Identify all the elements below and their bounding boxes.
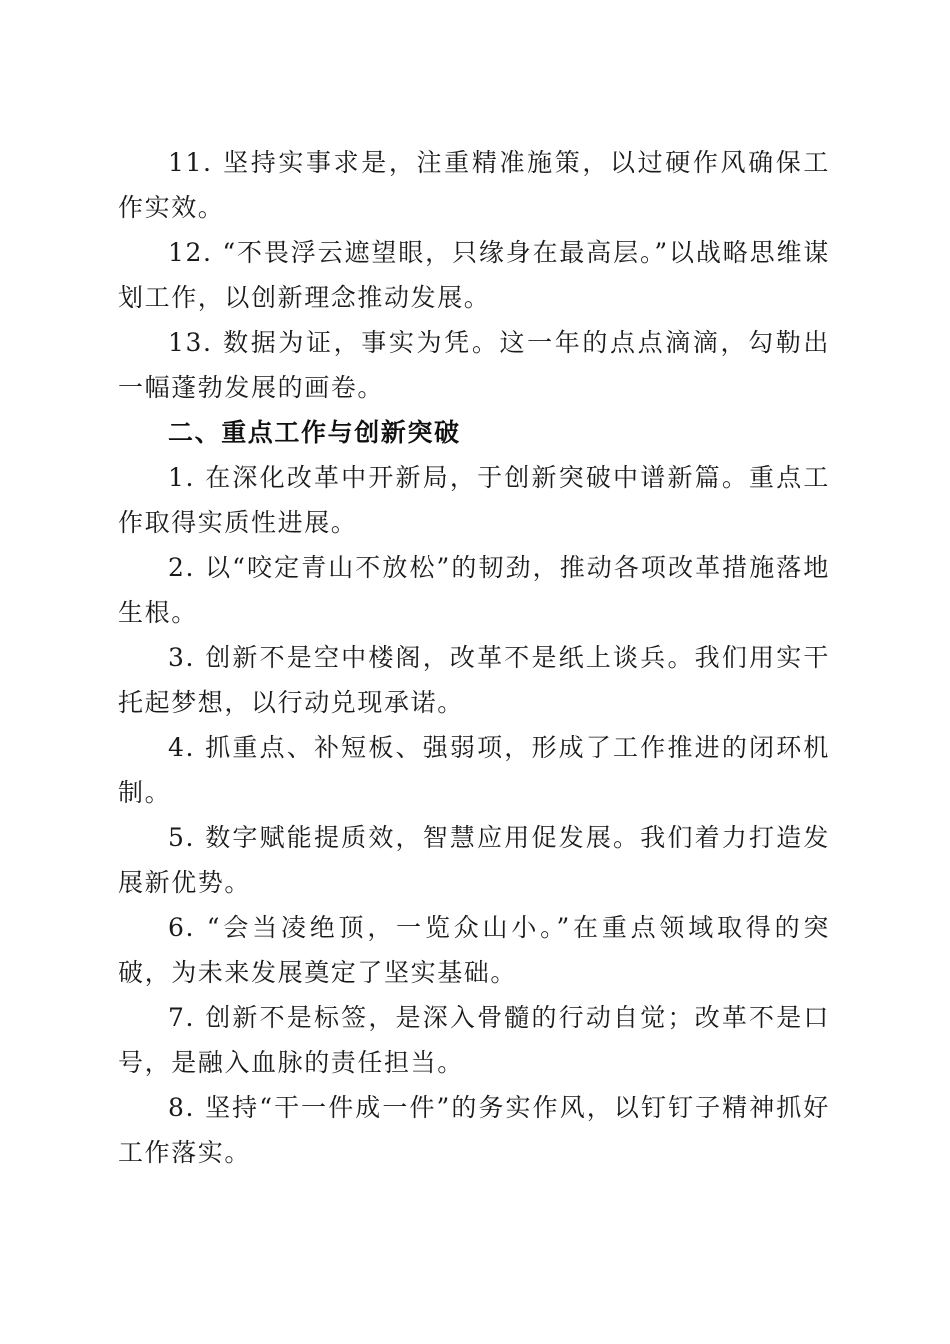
paragraph-item-8: 8. 坚持“干一件成一件”的务实作风，以钉钉子精神抓好工作落实。: [118, 1093, 830, 1167]
paragraph-item-4: 4. 抓重点、补短板、强弱项，形成了工作推进的闭环机制。: [118, 733, 830, 807]
paragraph-item-11: 11. 坚持实事求是，注重精准施策，以过硬作风确保工作实效。: [118, 148, 830, 222]
paragraph-item-12: 12. “不畏浮云遮望眼，只缘身在最高层。”以战略思维谋划工作，以创新理念推动发展。: [118, 238, 830, 312]
paragraph-item-7: 7. 创新不是标签，是深入骨髓的行动自觉；改革不是口号，是融入血脉的责任担当。: [118, 1003, 830, 1077]
paragraph-item-3: 3. 创新不是空中楼阁，改革不是纸上谈兵。我们用实干托起梦想，以行动兑现承诺。: [118, 643, 830, 717]
section-heading: 二、重点工作与创新突破: [168, 418, 461, 447]
paragraph-item-6: 6. “会当凌绝顶，一览众山小。”在重点领域取得的突破，为未来发展奠定了坚实基础。: [118, 913, 830, 987]
paragraph-item-5: 5. 数字赋能提质效，智慧应用促发展。我们着力打造发展新优势。: [118, 823, 830, 897]
document-body: [118, 140, 830, 1175]
paragraph-item-1: 1. 在深化改革中开新局，于创新突破中谱新篇。重点工作取得实质性进展。: [118, 463, 830, 537]
paragraph-item-13: 13. 数据为证，事实为凭。这一年的点点滴滴，勾勒出一幅蓬勃发展的画卷。: [118, 328, 830, 402]
paragraph-item-2: 2. 以“咬定青山不放松”的韧劲，推动各项改革措施落地生根。: [118, 553, 830, 627]
